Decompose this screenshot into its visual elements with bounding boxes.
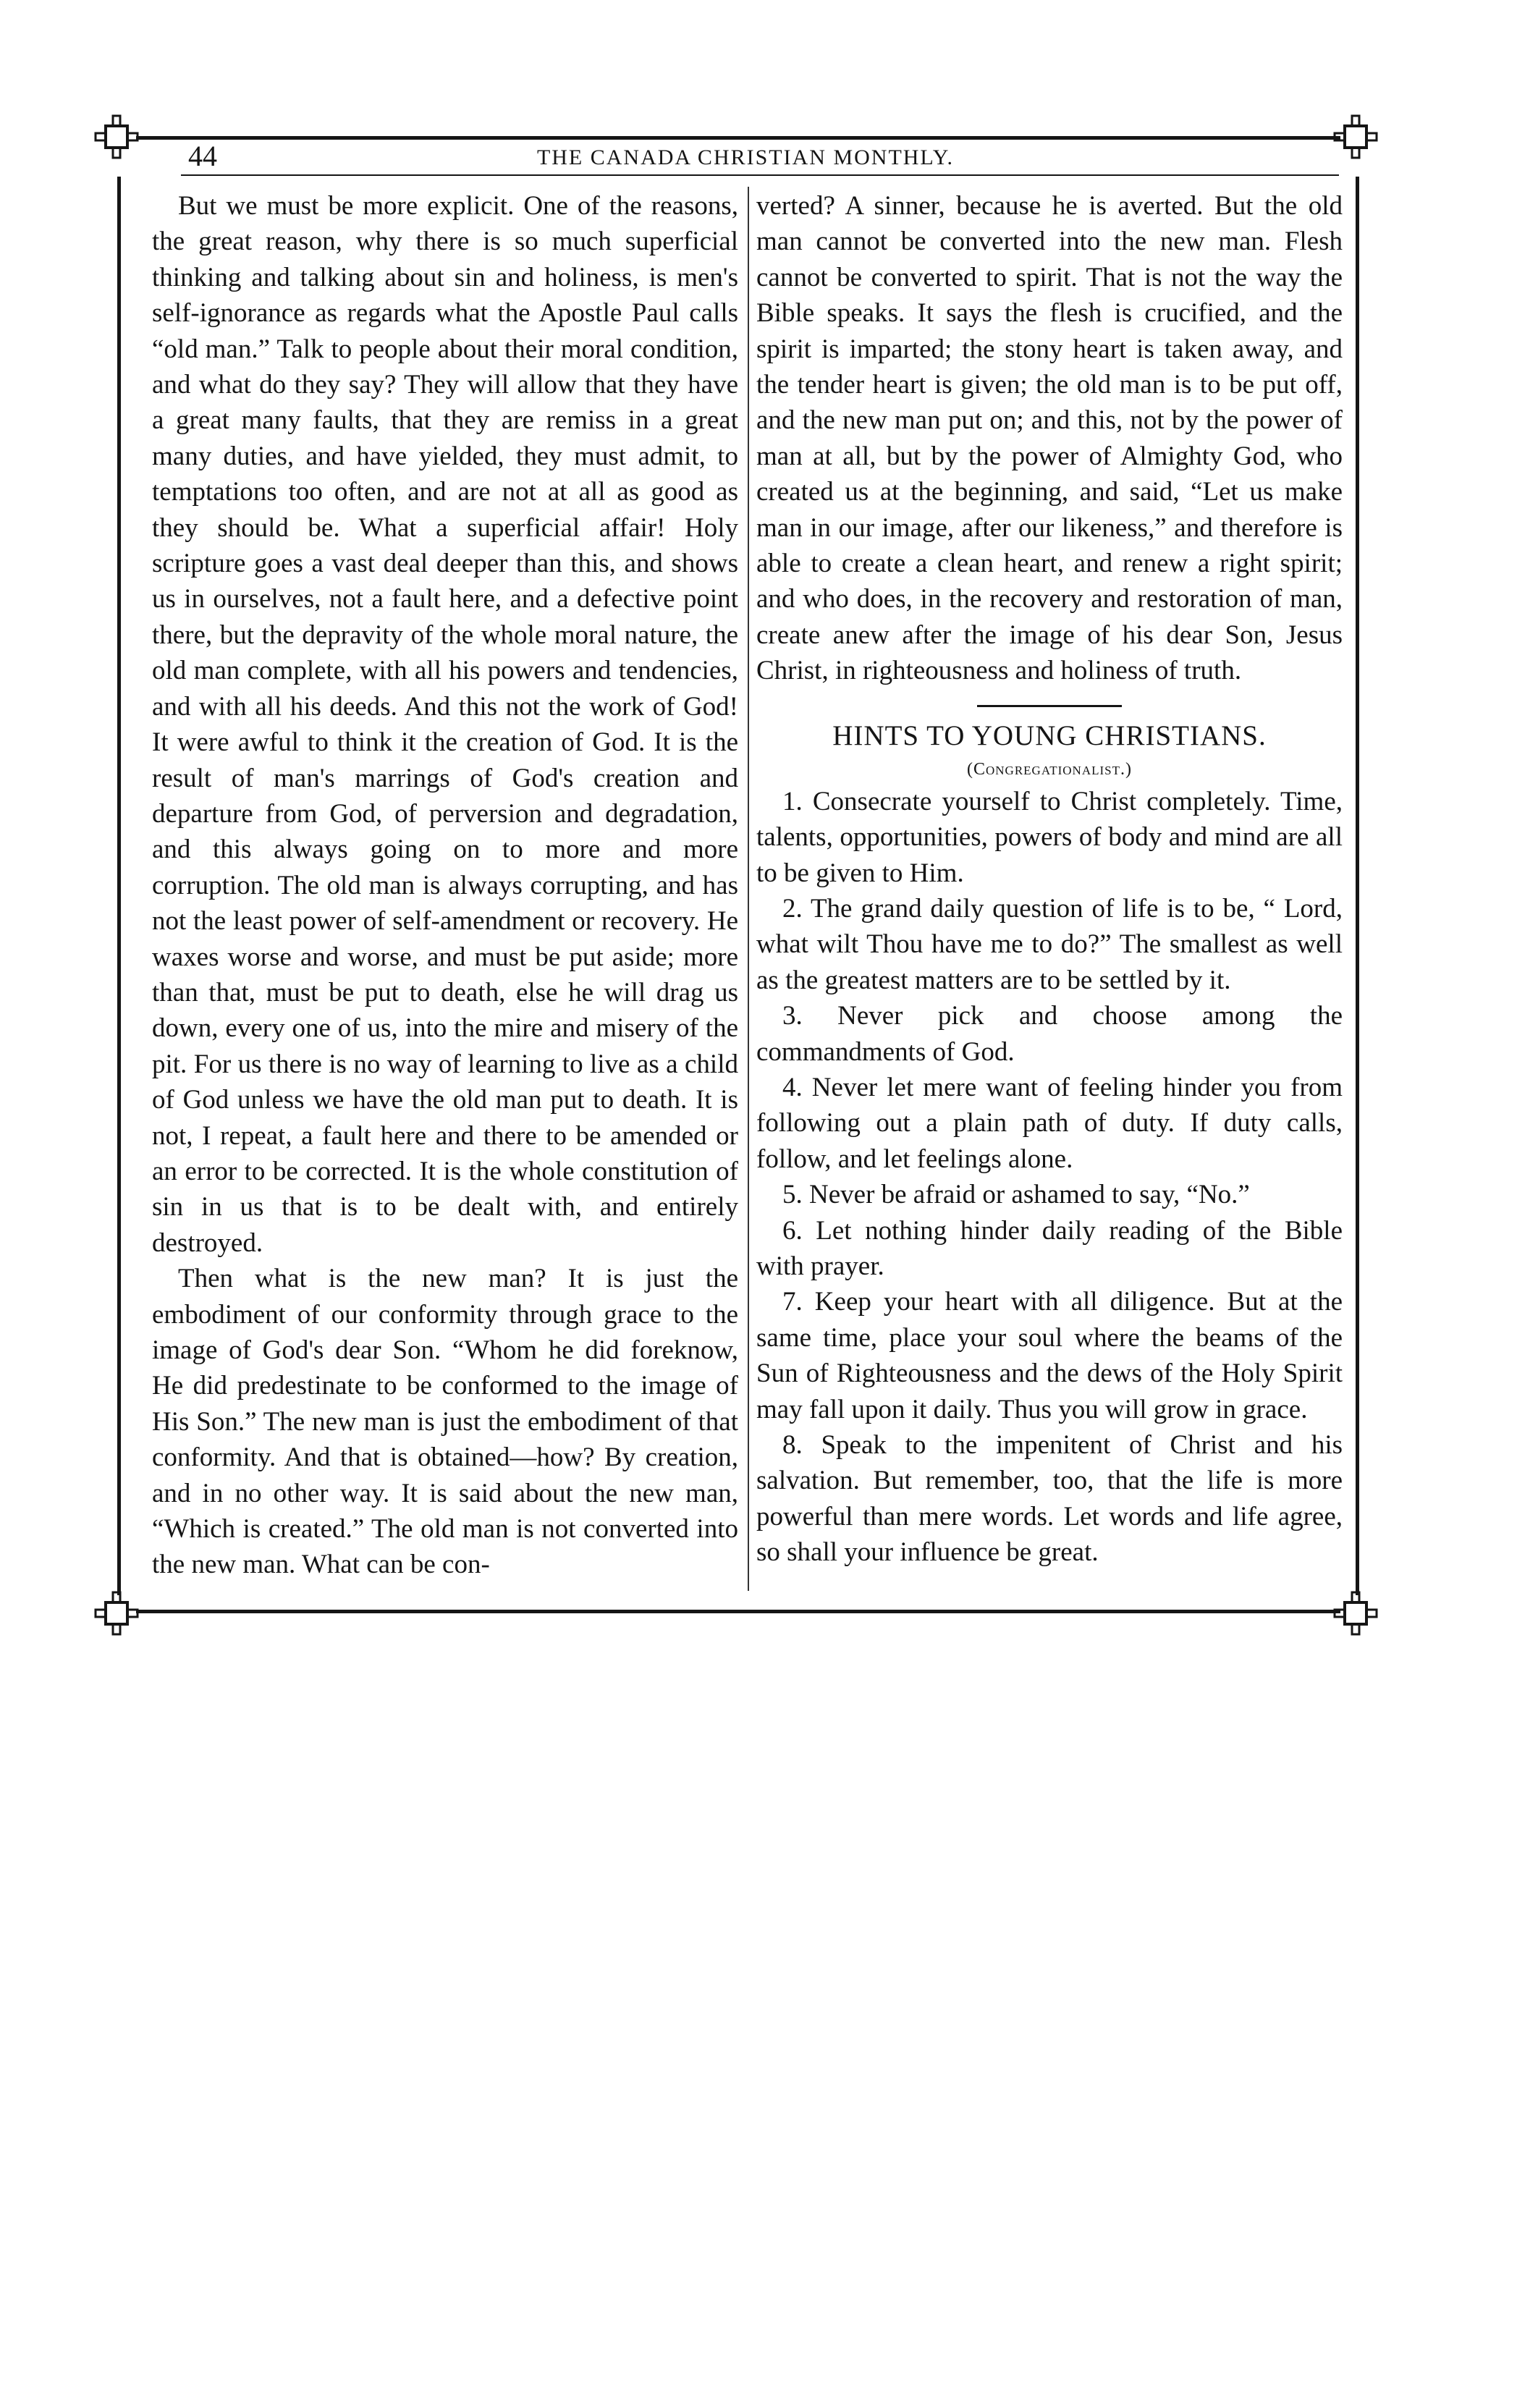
- hint-item: 8. Speak to the impenitent of Christ and his salvation. But remember, too, that the life is more powerful than mere words. Let words and life agree, so shall your influence be great.: [756, 1430, 1343, 1568]
- body-paragraph: But we must be more explicit. One of the reasons, the great reason, why there is so much superficial thinking and talking about sin and holiness, is men's self-ignorance as regards what the Apostle Paul calls “old man.” Talk to people about their moral condition, and what do they say? They will allow that they have a great many faults, that they are remiss in a great many duties, and have yielded, they must admit, to temptations too often, and are not at all as good as they should be. What a superficial affair! Holy scripture goes a vast deal deeper than this, and shows us in ourselves, not a fault here, and a defective point there, but the depravity of the whole moral nature, the old man complete, with all his powers and tendencies, and with all his deeds. And this not the work of God! It were awful to think it the creation of God. It is the result of man's marrings of God's creation and departure from God, of perversion and degradation, and this always going on to more and more corruption. The old man is always corrupting, and has not the least power of self-amendment or recovery. He waxes worse and worse, and must be put aside; more than that, must be put to death, else he will drag us down, every one of us, into the mire and misery of the pit. For us there is no way of learning to live as a child of God unless we have the old man put to death. It is not, I repeat, a fault here and there to be amended or an error to be corrected. It is the whole constitution of sin in us that is to be dealt with, and entirely destroyed.: [152, 191, 738, 1258]
- right-column: [756, 188, 1343, 1571]
- hint-item: 6. Let nothing hinder daily reading of the Bible with prayer.: [756, 1215, 1343, 1281]
- page-number: 44: [188, 140, 217, 172]
- section-source: (Congregationalist.): [967, 759, 1132, 779]
- hint-item: 5. Never be afraid or ashamed to say, “No.”: [782, 1180, 1250, 1210]
- hint-item: 4. Never let mere want of feeling hinder you from following out a plain path of duty. If duty calls, follow, and let feelings alone.: [756, 1072, 1343, 1174]
- body-paragraph: Then what is the new man? It is just the embodiment of our conformity through grace to the image of God's dear Son. “Whom he did foreknow, He did predestinate to be conformed to the image of His Son.” The new man is just the embodiment of that conformity. And that is obtained—how? By creation, and in no other way. It is said about the new man, “Which is created.” The old man is not converted into the new man. What can be con-: [152, 1264, 738, 1580]
- corner-ornament-icon: [1332, 113, 1379, 161]
- page-frame: [101, 129, 1375, 1613]
- corner-ornament-icon: [93, 113, 140, 161]
- section-title: HINTS TO YOUNG CHRISTIANS.: [832, 719, 1267, 751]
- right-border-rule: [1356, 177, 1359, 1595]
- running-head: [159, 140, 1332, 172]
- hint-item: 1. Consecrate yourself to Christ completely. Time, talents, opportunities, powers of body and mind are all to be given to Him.: [756, 786, 1343, 888]
- corner-ornament-icon: [1332, 1589, 1379, 1637]
- left-column: [152, 188, 738, 1583]
- bottom-border-rule: [136, 1610, 1340, 1613]
- column-divider: [748, 187, 749, 1591]
- journal-title: THE CANADA CHRISTIAN MONTHLY.: [536, 145, 955, 169]
- left-border-rule: [117, 177, 121, 1595]
- header-underline: [181, 174, 1339, 176]
- corner-ornament-icon: [93, 1589, 140, 1637]
- top-border-rule: [136, 136, 1340, 140]
- section-separator: [977, 705, 1122, 707]
- hint-item: 3. Never pick and choose among the commandments of God.: [756, 1001, 1343, 1067]
- hint-item: 7. Keep your heart with all diligence. But at the same time, place your soul where the beams of the Sun of Righteousness and the dews of the Holy Spirit may fall upon it daily. Thus you will grow in grace.: [756, 1287, 1343, 1424]
- continued-paragraph: verted? A sinner, because he is averted. But the old man cannot be converted into the new man. Flesh cannot be converted to spirit. That is not the way the Bible speaks. It says the flesh is crucified, and the spirit is imparted; the stony heart is taken away, and the tender heart is given; the old man is to be put off, and the new man put on; and this, not by the power of man at all, but by the power of Almighty God, who created us at the beginning, and said, “Let us make man in our image, after our likeness,” and therefore is able to create a clean heart, and renew a right spirit; and who does, in the recovery and restoration of man, create anew after the image of his dear Son, Jesus Christ, in righteousness and holiness of truth.: [756, 191, 1343, 686]
- hint-item: 2. The grand daily question of life is to be, “ Lord, what wilt Thou have me to do?” The smallest as well as the greatest matters are to be settled by it.: [756, 893, 1343, 995]
